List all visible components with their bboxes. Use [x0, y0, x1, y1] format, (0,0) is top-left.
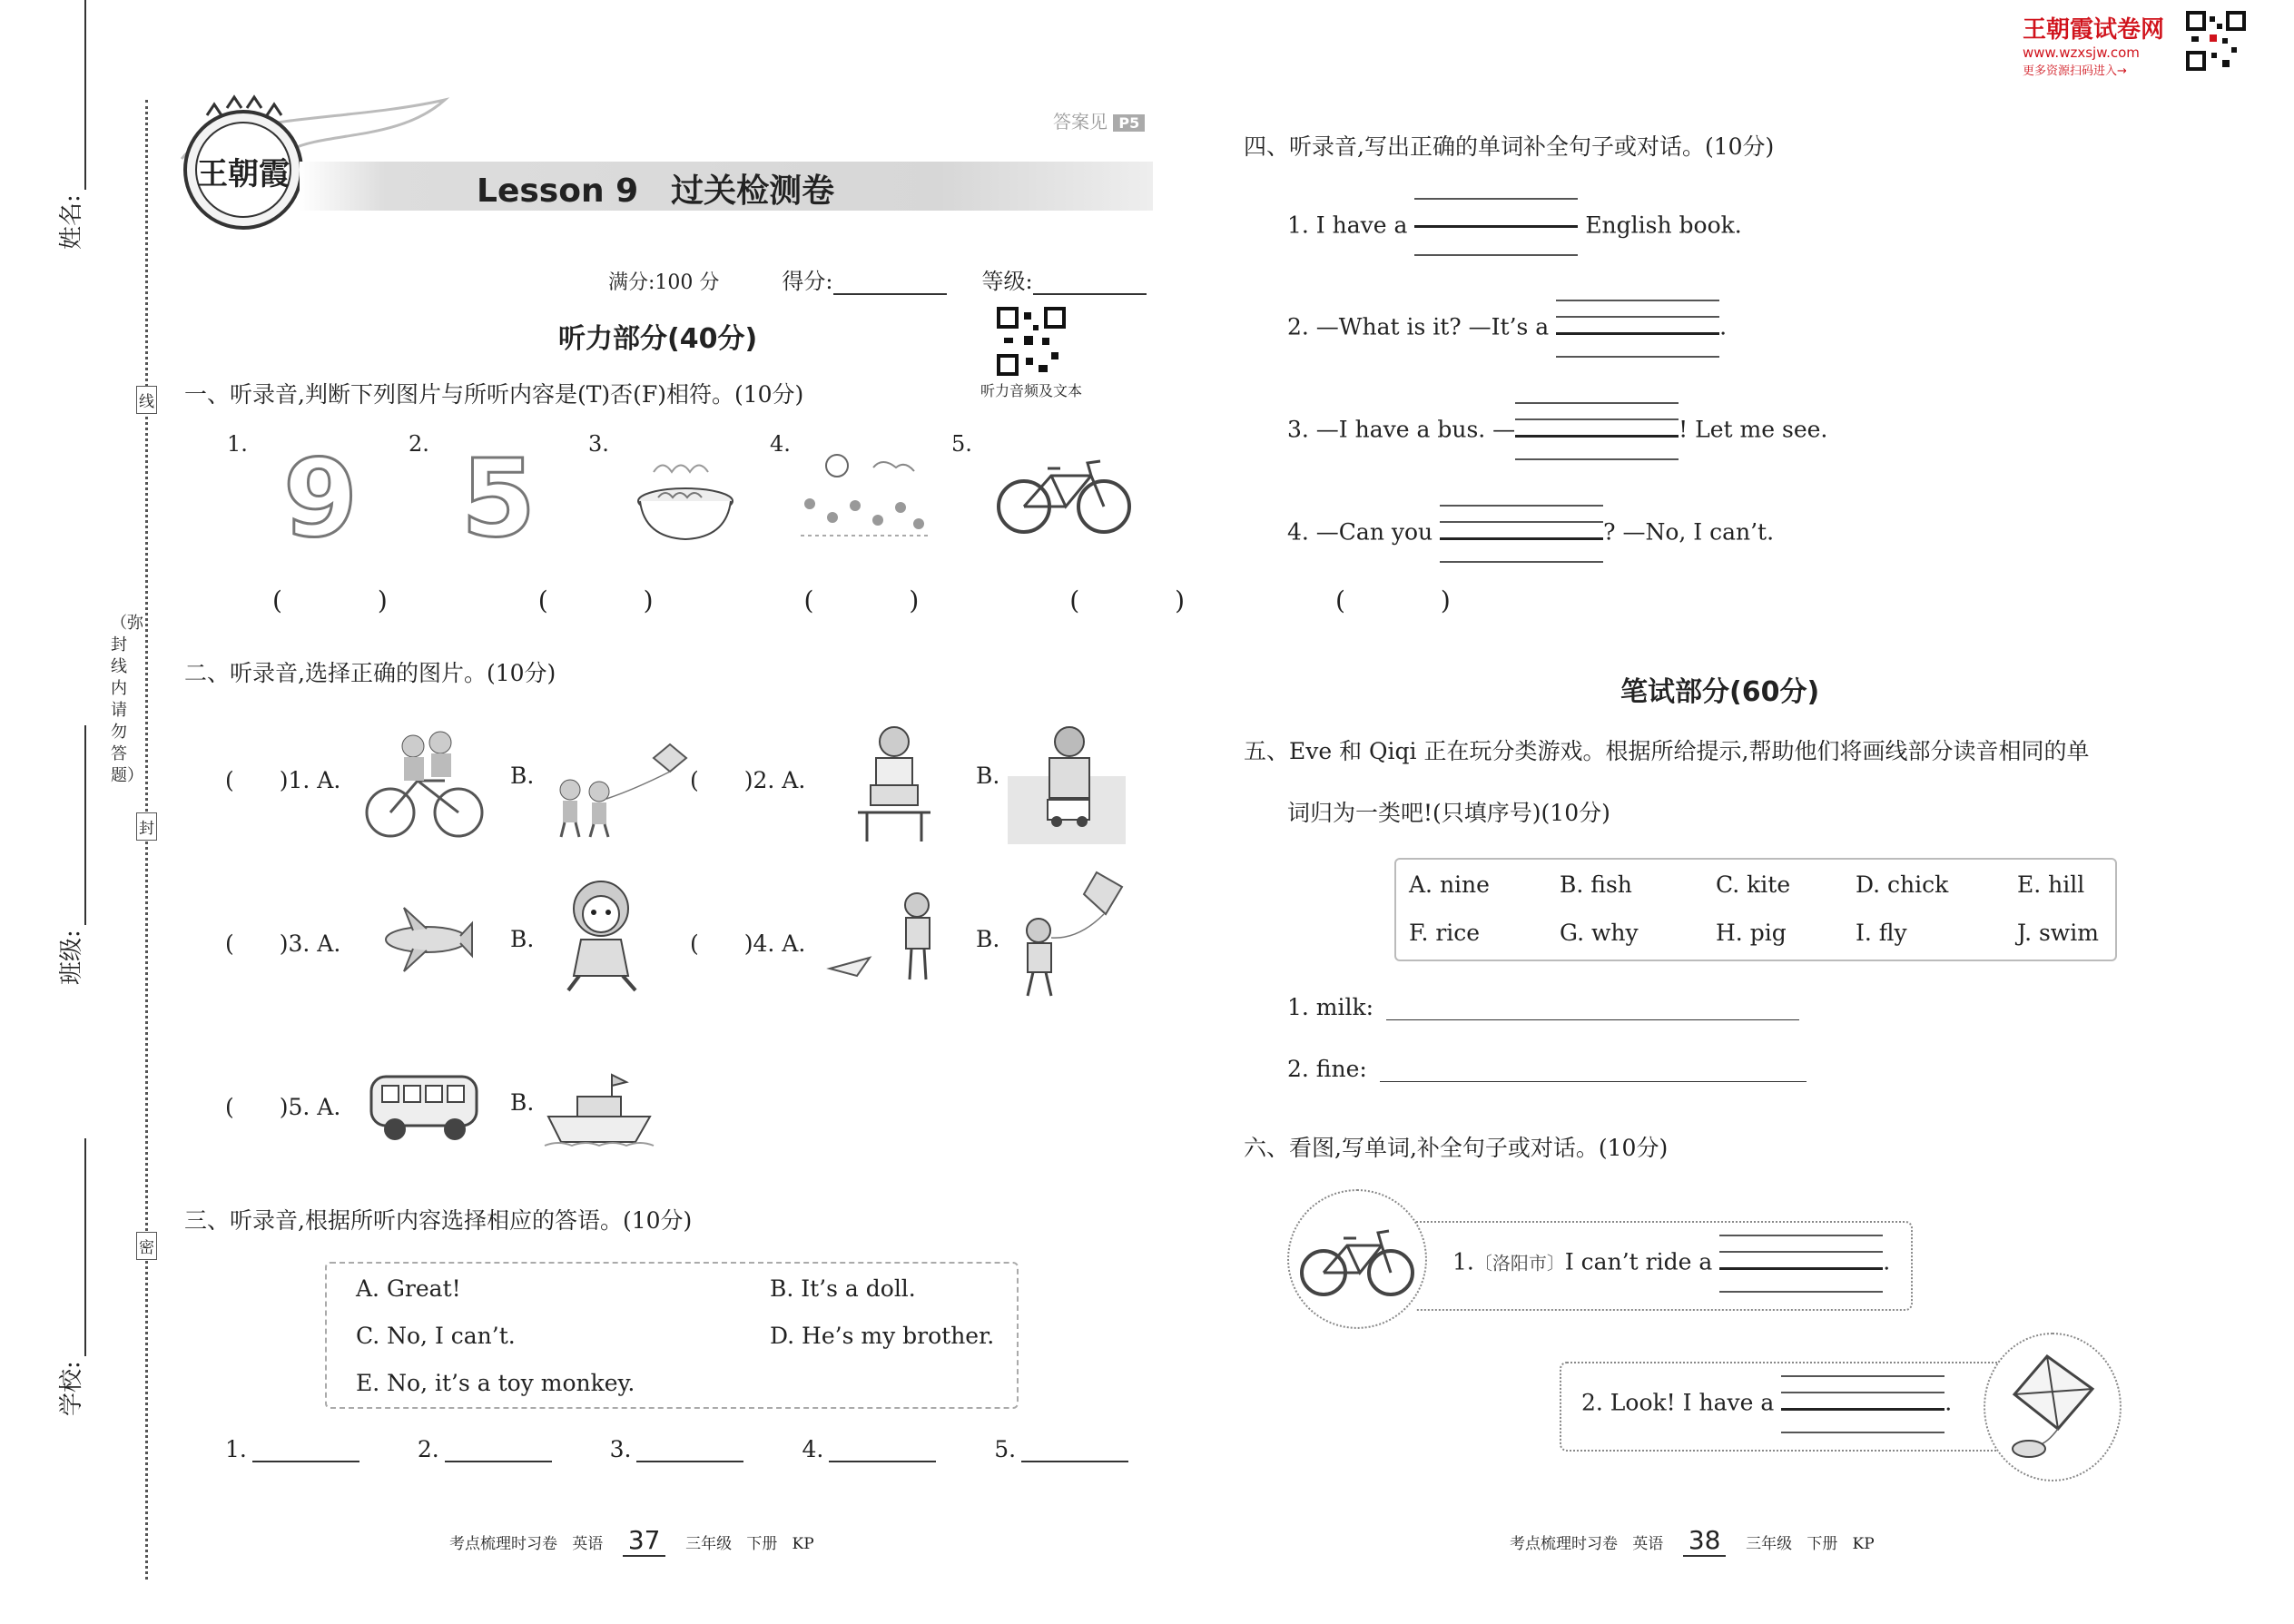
q3-blank-2[interactable] — [445, 1441, 552, 1462]
ship-image — [545, 1071, 654, 1148]
boy-flying-kite-image — [1006, 867, 1133, 999]
class-label: 班级: — [58, 930, 85, 985]
bicycle-image — [997, 454, 1133, 536]
q1-paren-3[interactable]: ( ) — [803, 586, 963, 615]
q3-title: 三、听录音,根据所听内容选择相应的答语。(10分) — [184, 1207, 693, 1234]
q5-word-a: A. nine — [1409, 871, 1490, 898]
q5-word-d: D. chick — [1856, 871, 1949, 898]
q5-line-2-label: 2. fine: — [1287, 1056, 1367, 1082]
q3-option-e: E. No, it’s a toy monkey. — [356, 1370, 635, 1396]
q1-num-4: 4. — [770, 431, 791, 457]
q5-line-2 — [1287, 1056, 1807, 1082]
q1-num-2: 2. — [409, 431, 429, 457]
q2-item-2b: B. — [976, 763, 1000, 789]
q5-blank-1[interactable] — [1386, 998, 1799, 1020]
q4-s3-start: 3. —I have a bus. — — [1287, 416, 1516, 443]
footer-right-grade: 三年级 — [1746, 1535, 1793, 1553]
q6-s1-end: . — [1883, 1248, 1891, 1275]
bus-image — [368, 1071, 481, 1144]
q2-item-3a[interactable]: ( )3. A. — [225, 930, 341, 957]
q5-word-f: F. rice — [1409, 920, 1481, 946]
q5-title: 五、Eve 和 Qiqi 正在玩分类游戏。根据所给提示,帮助他们将画线部分读音相同的单 — [1244, 738, 2090, 764]
noodle-bowl-image — [635, 454, 735, 545]
q4-s2-start: 2. —What is it? —It’s a — [1287, 313, 1550, 340]
watermark-qr-icon — [2186, 11, 2246, 71]
q6-title: 六、看图,写单词,补全句子或对话。(10分) — [1244, 1135, 1669, 1161]
answer-page-badge: P5 — [1113, 114, 1145, 132]
score-row — [608, 263, 1147, 295]
q6-s1-num: 1. — [1452, 1248, 1474, 1275]
boy-reading-image — [849, 722, 940, 844]
q6-kite-image — [2002, 1353, 2102, 1462]
q2-item-3b: B. — [510, 926, 535, 952]
footer-left-vol: 下册 — [746, 1535, 778, 1553]
footer-right-vol: 下册 — [1807, 1535, 1838, 1553]
q5-word-b: B. fish — [1560, 871, 1632, 898]
q6-s2-end: . — [1944, 1389, 1953, 1416]
q6-blank-2[interactable] — [1781, 1375, 1944, 1433]
q3-blank-5[interactable] — [1021, 1441, 1128, 1462]
q5-word-c: C. kite — [1716, 871, 1791, 898]
q2-title: 二、听录音,选择正确的图片。(10分) — [184, 660, 556, 686]
watermark-sub: 更多资源扫码进入→ — [2023, 64, 2127, 78]
footer-right-page: 38 — [1683, 1525, 1727, 1557]
q1-answer-parens[interactable] — [272, 586, 1494, 615]
logo-text: 王朝霞 — [197, 156, 290, 192]
doll-image — [556, 876, 646, 994]
footer-right-book: 考点梳理时习卷 — [1510, 1535, 1618, 1553]
q6-sentence-2 — [1581, 1375, 1952, 1433]
q4-s2-end: . — [1719, 313, 1728, 340]
q6-bicycle-image — [1298, 1225, 1416, 1298]
q2-item-4a[interactable]: ( )4. A. — [690, 930, 806, 957]
q2-item-5a[interactable]: ( )5. A. — [225, 1094, 341, 1120]
footer-right-ed: KP — [1852, 1535, 1875, 1553]
q3-num-4: 4. — [802, 1436, 824, 1462]
q2-item-1a[interactable]: ( )1. A. — [225, 767, 341, 793]
q3-option-b: B. It’s a doll. — [770, 1275, 916, 1302]
q3-blank-4[interactable] — [829, 1441, 936, 1462]
q5-title-cont: 词归为一类吧!(只填序号)(10分) — [1287, 800, 1610, 826]
q3-num-3: 3. — [609, 1436, 632, 1462]
q3-blank-3[interactable] — [636, 1441, 743, 1462]
q4-title: 四、听录音,写出正确的单词补全句子或对话。(10分) — [1244, 133, 1775, 160]
watermark — [2023, 11, 2168, 78]
footer-left-grade: 三年级 — [685, 1535, 733, 1553]
footer-left — [449, 1525, 814, 1555]
q6-s2-text: 2. Look! I have a — [1581, 1389, 1775, 1416]
listening-heading: 听力部分(40分) — [558, 323, 758, 355]
digit-nine-image: 9 — [283, 436, 359, 561]
q5-word-h: H. pig — [1716, 920, 1787, 946]
answer-ref-label: 答案见 — [1053, 111, 1108, 133]
q3-num-2: 2. — [417, 1436, 439, 1462]
school-field[interactable] — [53, 1126, 86, 1416]
q2-item-4b: B. — [976, 926, 1000, 952]
q3-num-5: 5. — [994, 1436, 1017, 1462]
q1-num-3: 3. — [588, 431, 609, 457]
kids-flying-kite-image — [543, 735, 688, 840]
q2-item-2a[interactable]: ( )2. A. — [690, 767, 806, 793]
footer-left-page: 37 — [623, 1525, 666, 1557]
kids-riding-bike-image — [363, 726, 486, 840]
q2-item-1b: B. — [510, 763, 535, 789]
footer-right-subject: 英语 — [1632, 1535, 1664, 1553]
q4-sentence-3 — [1287, 402, 1827, 460]
q3-blank-1[interactable] — [252, 1441, 359, 1462]
written-heading: 笔试部分(60分) — [1620, 676, 1820, 708]
toy-plane-image — [377, 903, 477, 976]
class-field[interactable] — [53, 713, 86, 985]
answer-ref — [1053, 107, 1145, 133]
birthday-party-image — [792, 449, 937, 549]
q1-num-5: 5. — [951, 431, 972, 457]
q5-word-i: I. fly — [1856, 920, 1907, 946]
q6-s1-tag: 〔洛阳市〕 — [1473, 1252, 1565, 1275]
score-label: 得分: — [782, 269, 833, 294]
q4-s4-start: 4. —Can you — [1287, 518, 1433, 546]
q1-paren-2[interactable]: ( ) — [537, 586, 697, 615]
grade-blank[interactable] — [1033, 271, 1147, 295]
q3-option-d: D. He’s my brother. — [770, 1323, 995, 1349]
full-score: 满分:100 分 — [608, 271, 720, 294]
digit-five-image: 5 — [461, 436, 537, 561]
q4-blank-2[interactable] — [1556, 300, 1719, 358]
q6-s1-text: I can’t ride a — [1564, 1248, 1713, 1275]
q4-sentence-4 — [1287, 505, 1774, 563]
q5-line-1 — [1287, 994, 1799, 1020]
q5-word-e: E. hill — [2017, 871, 2085, 898]
q1-title: 一、听录音,判断下列图片与所听内容是(T)否(F)相符。(10分) — [184, 381, 804, 408]
q4-sentence-2 — [1287, 300, 1727, 358]
q5-blank-2[interactable] — [1380, 1059, 1807, 1082]
q1-paren-5[interactable]: ( ) — [1335, 586, 1494, 615]
q5-word-g: G. why — [1560, 920, 1639, 946]
q6-blank-1[interactable] — [1719, 1235, 1883, 1293]
watermark-brand: 王朝霞试卷网 — [2023, 16, 2165, 44]
q3-num-1: 1. — [225, 1436, 247, 1462]
margin-mark-1: 线 — [136, 386, 157, 414]
q3-answer-row — [225, 1436, 1128, 1462]
footer-left-subject: 英语 — [572, 1535, 604, 1553]
watermark-url: www.wzxsjw.com — [2023, 44, 2140, 61]
q5-line-1-label: 1. milk: — [1287, 994, 1374, 1020]
q4-blank-3[interactable] — [1515, 402, 1679, 460]
q3-option-c: C. No, I can’t. — [356, 1323, 516, 1349]
q3-option-a: A. Great! — [356, 1275, 461, 1302]
q1-paren-4[interactable]: ( ) — [1069, 586, 1228, 615]
name-field[interactable] — [53, 0, 86, 250]
qr-caption: 听力音频及文本 — [980, 382, 1083, 399]
q4-blank-4[interactable] — [1440, 505, 1603, 563]
margin-mark-2: 封 — [136, 812, 157, 841]
q4-s3-end: ! Let me see. — [1679, 416, 1828, 443]
q2-item-5b: B. — [510, 1089, 535, 1116]
listening-qr-icon — [997, 307, 1066, 376]
score-blank[interactable] — [833, 271, 947, 295]
q4-blank-1[interactable] — [1414, 198, 1578, 256]
footer-left-ed: KP — [792, 1535, 814, 1553]
page-title: Lesson 9 过关检测卷 — [477, 172, 835, 210]
q4-sentence-1 — [1287, 198, 1742, 256]
q6-sentence-1 — [1452, 1235, 1890, 1293]
boy-with-toy-car-image — [1008, 722, 1126, 844]
q4-s1-end: English book. — [1585, 212, 1742, 239]
q4-s1-start: 1. I have a — [1287, 212, 1408, 239]
q1-num-1: 1. — [227, 431, 248, 457]
girl-with-paper-plane-image — [826, 885, 953, 989]
name-label: 姓名: — [58, 194, 85, 250]
school-label: 学校: — [58, 1361, 85, 1416]
q4-s4-end: ? —No, I can’t. — [1603, 518, 1775, 546]
footer-left-book: 考点梳理时习卷 — [449, 1535, 557, 1553]
grade-label: 等级: — [981, 269, 1033, 294]
margin-side-note: （弥封线内请勿答题） — [111, 614, 143, 785]
q5-word-j: J. swim — [2017, 920, 2099, 946]
margin-mark-3: 密 — [136, 1232, 157, 1260]
footer-right — [1510, 1525, 1875, 1555]
q1-paren-1[interactable]: ( ) — [272, 586, 431, 615]
